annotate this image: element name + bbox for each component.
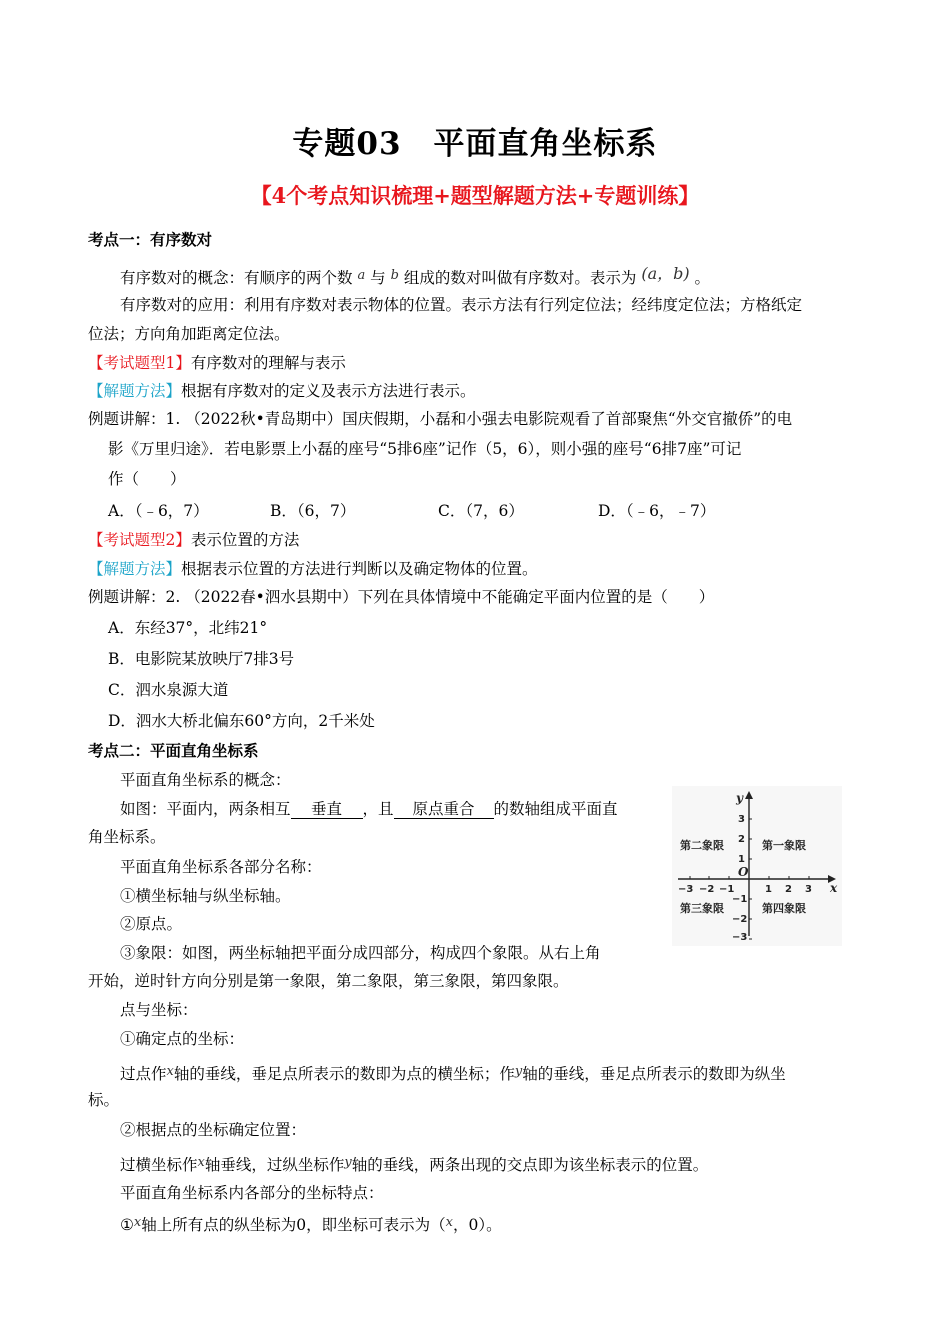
desc-text-c: 轴的垂线，垂足点所表示的数即为纵坐 [522,1065,786,1083]
variable-a: a [357,268,366,283]
ordered-pair-concept [120,263,710,289]
method-1-tag: 【解题方法】 [88,382,182,400]
quadrant-4-label: 第四象限 [762,902,806,915]
y-tick-label: −3 [732,932,748,943]
x-tick-label: −3 [678,884,694,895]
variable-x-4: x [445,1215,453,1230]
method-2-text: 根据表示位置的方法进行判断以及确定物体的位置。 [181,560,538,578]
example-2-option-b: B．电影院某放映厅7排3号 [108,650,295,668]
locate-text-a: 过横坐标作 [120,1156,198,1174]
method-1 [88,380,476,402]
y-tick-label: 1 [738,854,745,865]
example-2-option-a: A．东经37°，北纬21° [108,619,268,637]
coordinate-system-figure [672,786,842,946]
parts-title: 平面直角坐标系各部分名称： [120,858,322,876]
coordinate-definition-end: 角坐标系。 [88,828,166,846]
coordinate-definition [120,798,618,820]
section-heading-1: 考点一：有序数对 [88,230,213,249]
determine-coordinate-desc-1 [120,1061,786,1085]
y-tick-label: −1 [732,894,748,905]
x-tick-label: 1 [765,884,772,895]
example-1-line-2: 影《万里归途》．若电影票上小磊的座号“5排6座”记作（5，6），则小强的座号“6排7座”可记 [108,440,742,458]
x-axis-label: x [830,881,838,895]
part-axes: ①横坐标轴与纵坐标轴。 [120,887,291,905]
y-tick-label: 3 [738,814,745,825]
example-1-option-d: D．（﹣6，﹣7） [598,502,716,520]
exam-type-1-text: 有序数对的理解与表示 [190,354,346,372]
exam-type-2 [88,529,299,551]
x-tick-label: 2 [785,884,792,895]
determine-coordinate-desc-2: 标。 [88,1091,120,1109]
x-tick-label: −1 [719,884,735,895]
method-2 [88,558,538,580]
concept-text-a: 有序数对的概念：有顺序的两个数 [120,269,353,287]
exam-type-1-tag: 【考试题型1】 [88,354,191,372]
page-title: 专题03 平面直角坐标系 [292,126,658,162]
example-1-option-c: C．（7，6） [438,502,524,520]
coordinate-concept-title: 平面直角坐标系的概念： [120,771,291,789]
exam-type-1 [88,352,346,374]
definition-text-c: 的数轴组成平面直 [493,800,618,818]
ordered-pair-application-2: 位法；方向角加距离定位法。 [88,325,290,343]
locate-by-coordinate: ②根据点的坐标确定位置： [120,1121,307,1139]
example-2-option-c: C．泗水泉源大道 [108,681,229,699]
locate-by-coordinate-desc [120,1152,708,1176]
part-quadrants-2: 开始，逆时针方向分别是第一象限，第二象限，第三象限，第四象限。 [88,972,569,990]
x-tick-label: 3 [805,884,812,895]
variable-x-2: x [197,1155,205,1170]
definition-text-a: 如图：平面内，两条相互 [120,800,291,818]
feature-x-axis [120,1212,502,1236]
exam-type-2-text: 表示位置的方法 [190,531,300,549]
desc-text-a: 过点作 [120,1065,167,1083]
coordinate-system-svg [672,786,842,946]
features-title: 平面直角坐标系内各部分的坐标特点： [120,1184,384,1202]
method-2-tag: 【解题方法】 [88,560,182,578]
y-axis-arrow [745,791,753,799]
point-coordinate-title: 点与坐标： [120,1001,198,1019]
feature-text-a: ① [120,1216,134,1234]
locate-text-c: 轴的垂线，两条出现的交点即为该坐标表示的位置。 [351,1156,709,1174]
determine-coordinate: ①确定点的坐标： [120,1030,245,1048]
y-tick-label: −2 [732,914,748,925]
example-2-option-d: D．泗水大桥北偏东60°方向，2千米处 [108,712,375,730]
desc-text-b: 轴的垂线，垂足点所表示的数即为点的横坐标；作 [173,1065,515,1083]
example-1-option-a: A．（﹣6，7） [108,502,209,520]
concept-text-c: 组成的数对叫做有序数对。表示为 [403,269,637,287]
feature-text-c: ，0）。 [452,1216,502,1234]
example-1-line-1: 例题讲解：1. （2022秋•青岛期中）国庆假期，小磊和小强去电影院观看了首部聚焦“外交官撤侨”的电 [88,410,793,428]
variable-b: b [390,268,399,283]
origin-label: O [738,865,749,879]
quadrant-1-label: 第一象限 [762,839,806,852]
pair-notation: (a，b) [641,264,690,283]
y-axis-label: y [736,791,743,805]
exam-type-2-tag: 【考试题型2】 [88,531,191,549]
variable-x: x [166,1064,174,1079]
concept-text-end: 。 [694,269,711,287]
x-tick-label: −2 [699,884,715,895]
quadrant-3-label: 第三象限 [680,902,724,915]
locate-text-b: 轴垂线，过纵坐标作 [204,1156,345,1174]
definition-text-b: ，且 [362,800,394,818]
blank-perpendicular: 垂直 [291,800,363,819]
blank-origin-coincide: 原点重合 [394,800,494,819]
concept-text-b: 与 [370,269,386,287]
part-quadrants-1: ③象限：如图，两坐标轴把平面分成四部分，构成四个象限。从右上角 [120,944,601,962]
example-1-option-b: B．（6，7） [270,502,356,520]
quadrant-2-label: 第二象限 [680,839,724,852]
feature-text-b: 轴上所有点的纵坐标为0，即坐标可表示为（ [141,1216,446,1234]
method-1-text: 根据有序数对的定义及表示方法进行表示。 [181,382,476,400]
y-tick-label: 2 [738,834,745,845]
section-heading-2: 考点二：平面直角坐标系 [88,741,259,760]
example-2-line-1: 例题讲解：2. （2022春•泗水县期中）下列在具体情境中不能确定平面内位置的是（ ） [88,588,715,606]
page-subtitle: 【4个考点知识梳理+题型解题方法+专题训练】 [250,183,700,208]
variable-x-3: x [133,1215,142,1230]
example-1-line-3: 作（ ） [108,470,186,488]
part-origin: ②原点。 [120,915,183,933]
ordered-pair-application-1: 有序数对的应用：利用有序数对表示物体的位置。表示方法有行列定位法；经纬度定位法；方格纸定 [120,296,803,314]
variable-y-2: y [344,1155,352,1170]
variable-y: y [514,1064,523,1079]
